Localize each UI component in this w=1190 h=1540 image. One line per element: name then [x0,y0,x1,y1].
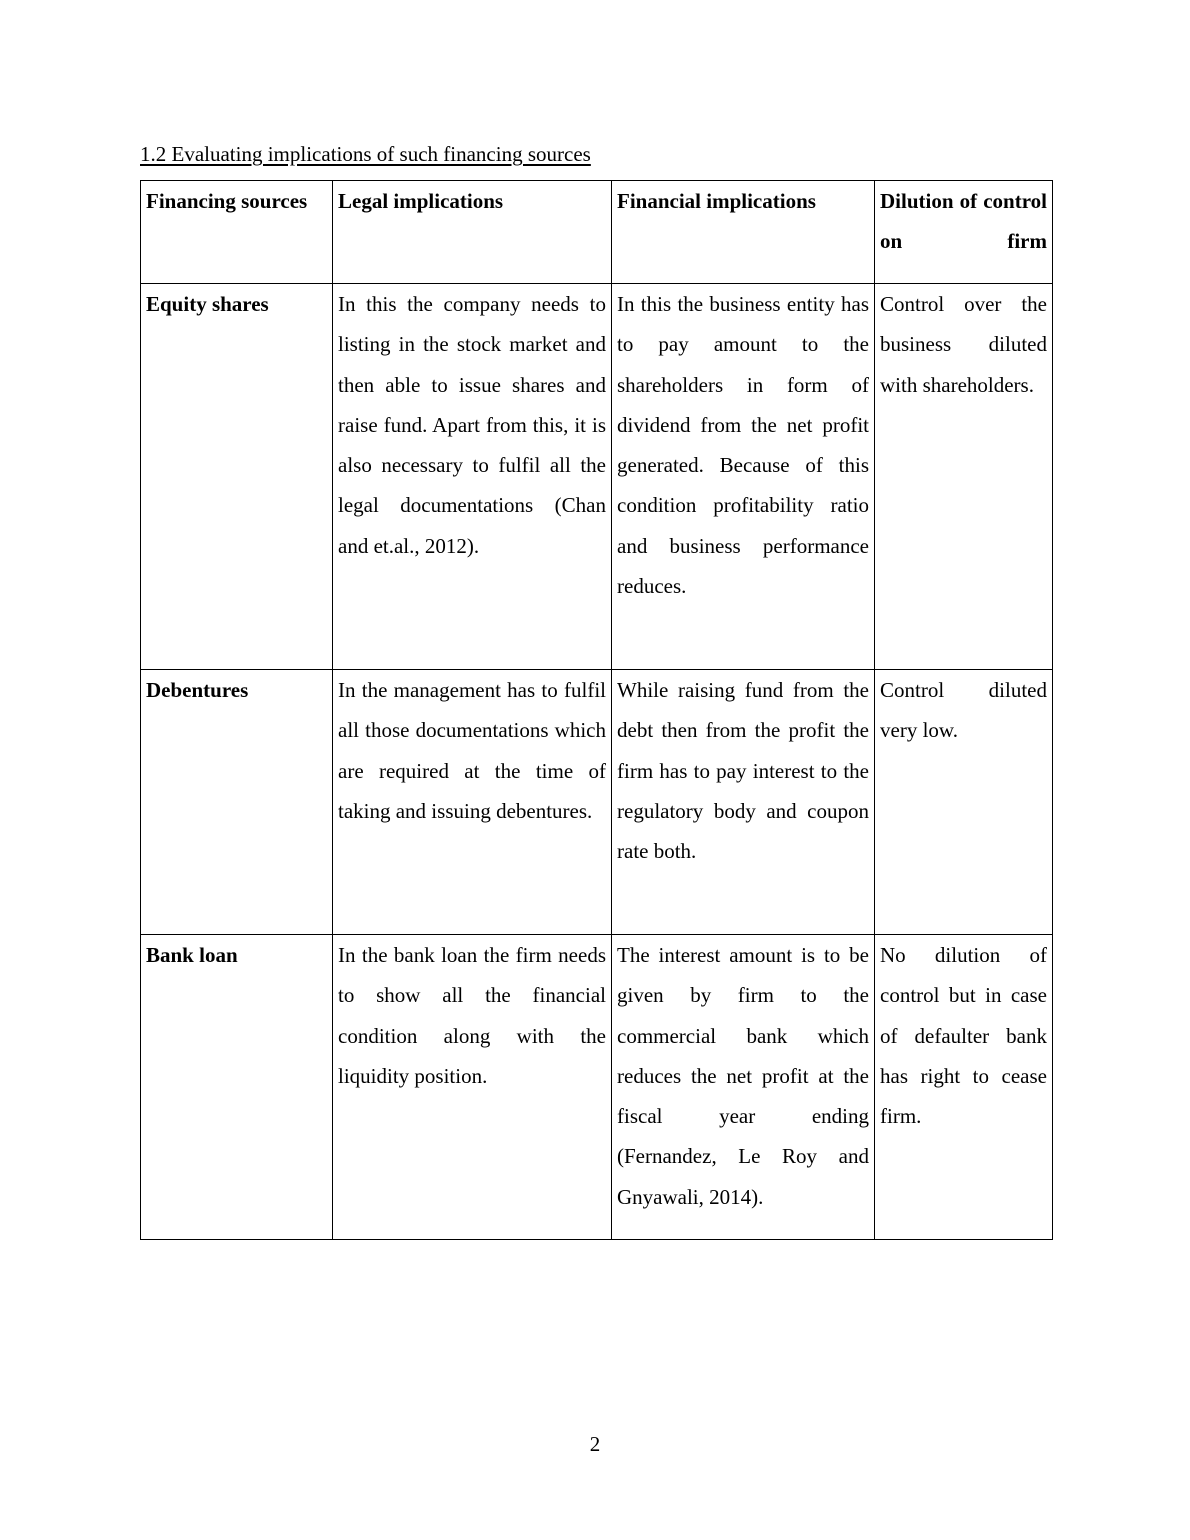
table-row-equity-shares [141,284,1053,670]
cell-financial: While raising fund from the debt then from the profit the firm has to pay interest to the regulatory body and coupon rate both. [612,670,875,935]
financing-implications-table [140,180,1053,1240]
page-number: 2 [589,1432,601,1456]
table-header-row [141,181,1053,284]
cell-legal: In the bank loan the firm needs to show all the financial condition along with the liquidity position. [333,935,612,1240]
section-heading: 1.2 Evaluating implications of such financing sources [140,142,591,166]
table-row-bank-loan [141,935,1053,1240]
header-financial-implications: Financial implications [612,181,875,284]
cell-legal: In the management has to fulfil all those documentations which are required at the time of taking and issuing debentures. [333,670,612,935]
cell-dilution: Control diluted very low. [875,670,1053,935]
cell-financial: The interest amount is to be given by firm to the commercial bank which reduces the net profit at the fiscal year ending (Fernandez, Le Roy and Gnyawali, 2014). [612,935,875,1240]
cell-source: Equity shares [141,284,333,670]
header-financing-sources: Financing sources [141,181,333,284]
header-legal-implications: Legal implications [333,181,612,284]
cell-source: Bank loan [141,935,333,1240]
cell-financial: In this the business entity has to pay amount to the shareholders in form of dividend from the net profit generated. Because of this condition profitability ratio and business performance reduces. [612,284,875,670]
cell-dilution: Control over the business diluted with shareholders. [875,284,1053,670]
table-row-debentures [141,670,1053,935]
cell-legal: In this the company needs to listing in the stock market and then able to issue shares and raise fund. Apart from this, it is also necessary to fulfil all the legal documentations (Chan and et.al., 2012). [333,284,612,670]
cell-source: Debentures [141,670,333,935]
header-dilution-of-control: Dilution of control on firm [875,181,1053,284]
cell-dilution: No dilution of control but in case of defaulter bank has right to cease firm. [875,935,1053,1240]
